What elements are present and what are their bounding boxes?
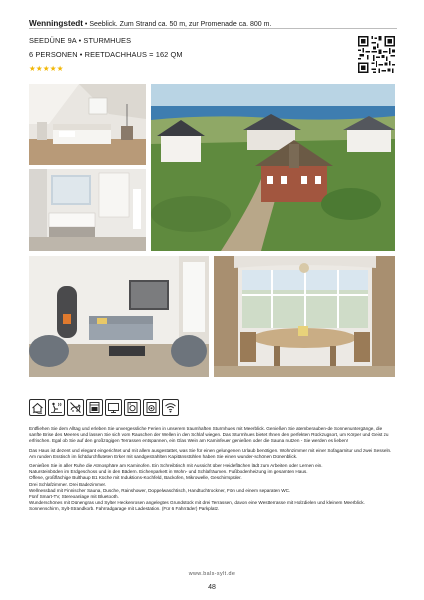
page-number: 48 (208, 584, 216, 591)
description-paragraph-1: Entfliehen Sie dem Alltag und erleben Sie unvergessliche Ferien in unserem traumhaften Sturmhues mit Meerblick. Genießen Sie atemberauben-de Sonnenuntergänge, die sanfte Brise des Meeres und lassen Sie sich vom Rauschen der Wellen in den Schlaf wiegen. Das Sturmhues bietet Ihnen den perfekten Rückzugsort, um Körper und Geist zu erfrischen. Egal ob Sie auf den großzügigen Terrassen entspannen, ein Glas Wein am Kaminfeuer genießen oder die Sauna nutzen - Sie werden es lieben! (29, 426, 389, 444)
detail-line: Wunderschönes mit Dünengras und Sylter Heckenrosen angelegtes Grundstück mit drei Terrassen, davon eine Westterrasse mit Holzdielen und kleinem Meerblick. Sonnenschirm, Sylt-Strandkorb. Fahrradgarage mit Ladestation. (Für 6 Fahrräder) Parkplatz. (29, 500, 365, 512)
property-name: SEEDÜNE 9A • STURMHUES (29, 36, 132, 45)
location-subtitle: • Seeblick. Zum Strand ca. 50 m, zur Promenade ca. 800 m. (82, 21, 272, 28)
amenity-icons (29, 399, 179, 416)
qr-code[interactable] (358, 36, 395, 73)
description-details (29, 463, 396, 513)
sauna-icon (48, 399, 65, 416)
washing-machine-icon (124, 399, 141, 416)
no-pets-icon (67, 399, 84, 416)
description-paragraph-2: Das Haus ist dezent und elegant eingerichtet und mit allem ausgestattet, was Sie für einen gelungenen Urlaub benötigen. Wohnzimmer mit einer Sofagarnitur und zwei Sesseln. Am runden Esstisch im lichtdurchfluteten Erker mit sandgestrahlten Kapitänsstühlen haben Sie einen wunder-schönen Dünenblick. (29, 447, 392, 459)
wifi-icon (162, 399, 179, 416)
detail-line: Drei Schlafzimmer. Drei Badezimmer. (29, 481, 107, 487)
detail-line: Natursteinböden im Erdgeschoss und in den Bädern. Eichenparkett in Wohn- und Schlafräumen. Fußbodenheizung im gesamten Haus. (29, 469, 308, 475)
photo-living-room (29, 256, 209, 377)
location-title: Wenningstedt (29, 19, 83, 28)
house-icon (29, 399, 46, 416)
dryer-icon (143, 399, 160, 416)
detail-line: Wellnessbad mit Finnischer Sauna, Dusche, Rainshower, Doppelwaschtisch, Handtuchtrockner, Fön und einem separaten WC. (29, 487, 291, 493)
website-url[interactable]: www.bals-sylt.de (188, 571, 236, 577)
property-description (29, 426, 396, 513)
photo-exterior-aerial (151, 84, 395, 251)
detail-line: Genießen Sie in aller Ruhe die Atmosphäre am Kaminofen. Ein Schreibtisch mit Aussicht über Heideflächen lädt zum Arbeiten oder Lernen ein. (29, 463, 323, 469)
photo-bedroom (29, 84, 146, 165)
property-title-block (29, 35, 349, 74)
star-rating: ★★★★★ (29, 64, 64, 73)
dishwasher-icon (86, 399, 103, 416)
property-size: 6 PERSONEN • REETDACHHAUS = 162 QM (29, 50, 183, 59)
detail-line: Offene, großflächige Bulthaup B1 Küche mit Induktions-Kochfeld, Backofen, Mikrowelle, Geschirrspüler. (29, 475, 242, 481)
page-header (29, 13, 397, 29)
detail-line: Fünf Smart-TV, Stereoanlage mit Bluetooth. (29, 494, 119, 500)
photo-dining-room (214, 256, 395, 377)
tv-icon (105, 399, 122, 416)
photo-bathroom (29, 169, 146, 251)
